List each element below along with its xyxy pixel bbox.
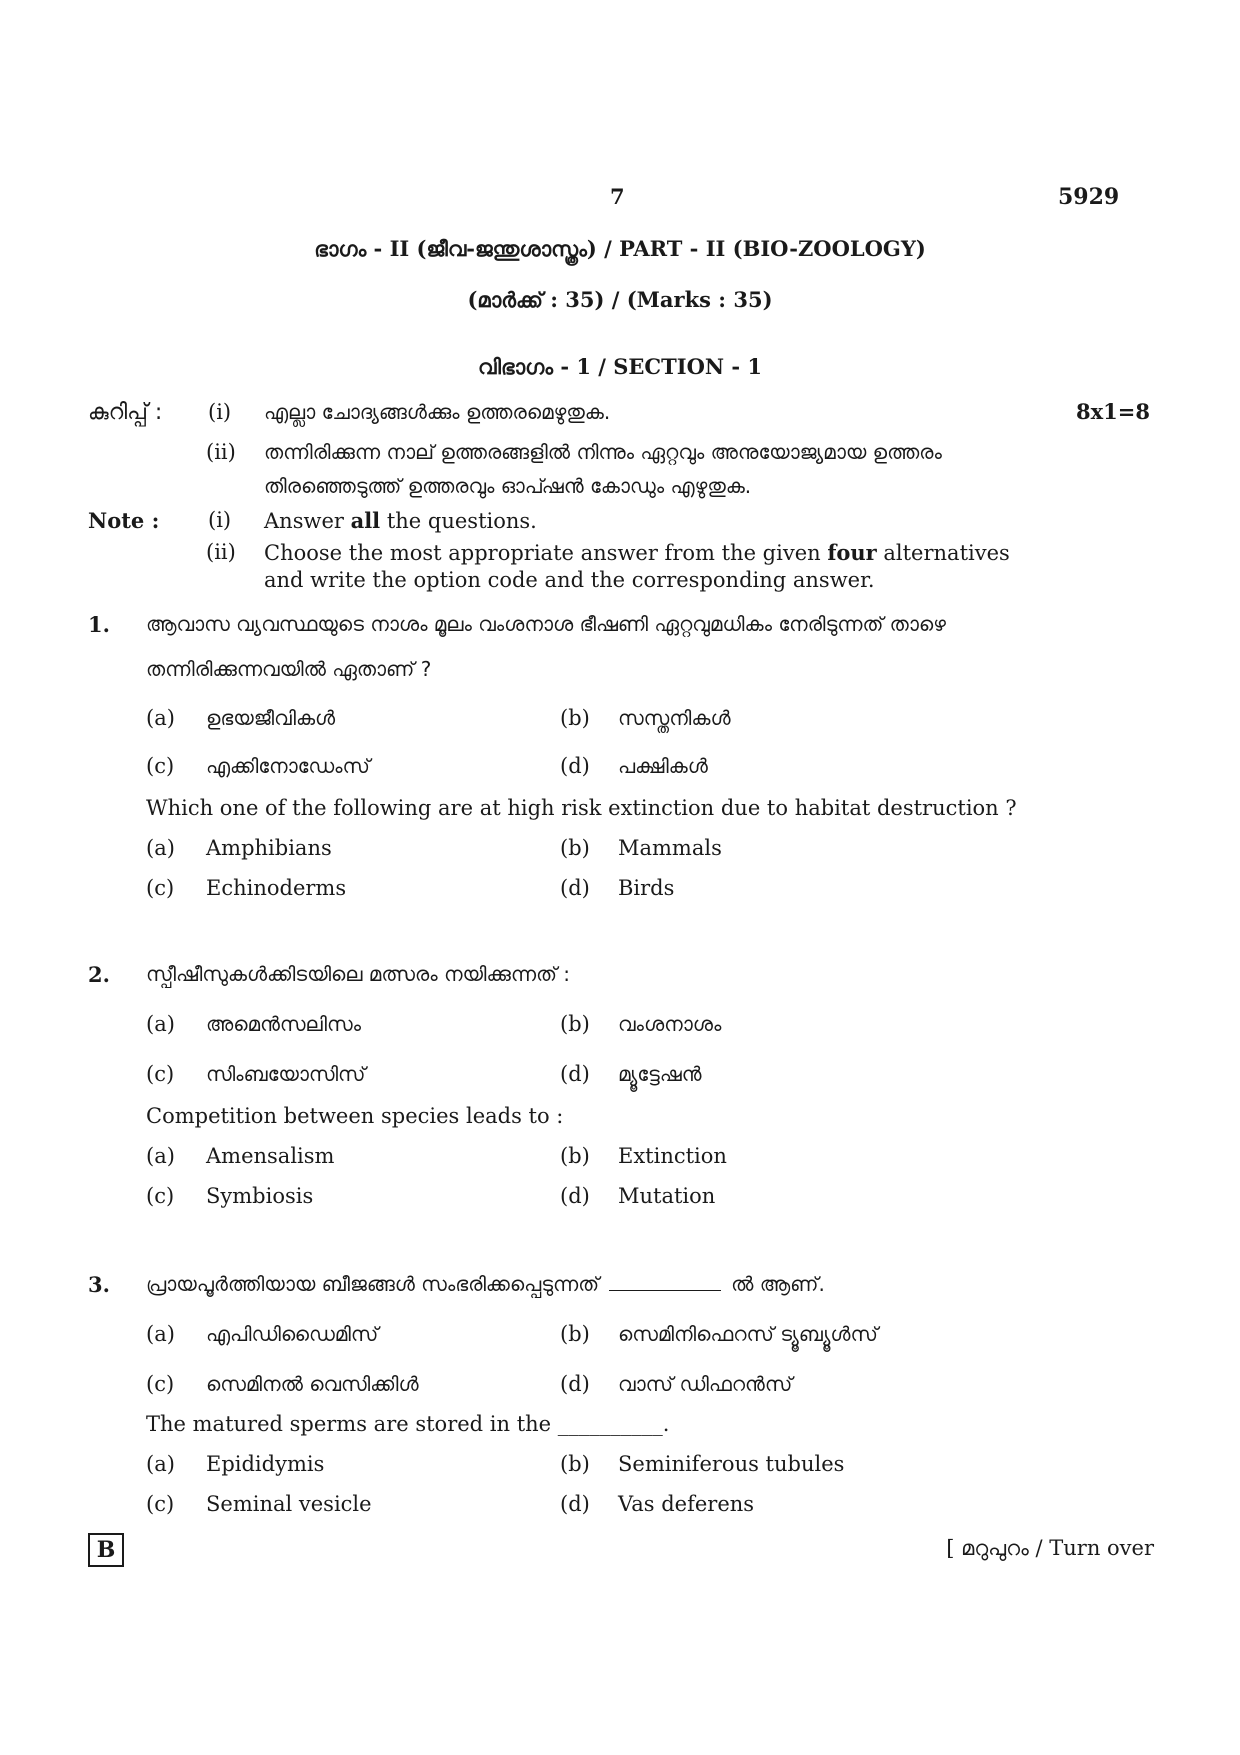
option-text-en: Birds [618, 876, 675, 900]
option-code: (c) [146, 876, 175, 900]
question-text-ml: സ്പീഷീസുകൾക്കിടയിലെ മത്സരം നയിക്കുന്നത് : [146, 962, 571, 986]
option-text-en: Amensalism [206, 1144, 335, 1168]
page-number: 7 [610, 184, 625, 209]
option-code: (d) [560, 1062, 590, 1086]
option-text-ml: അമെൻസലിസം [206, 1012, 362, 1036]
option-text-ml: എക്കിനോഡേംസ് [206, 754, 370, 778]
option-code: (d) [560, 1372, 590, 1396]
ml-note-num-1: (i) [208, 400, 232, 424]
option-text-ml: വംശനാശം [618, 1012, 722, 1036]
option-code: (a) [146, 1322, 175, 1346]
note-num-2: (ii) [206, 540, 236, 564]
option-code: (a) [146, 706, 175, 730]
option-text-ml: സസ്തനികൾ [618, 706, 731, 730]
option-text-en: Epididymis [206, 1452, 325, 1476]
option-text-en: Echinoderms [206, 876, 347, 900]
question-text-ml: തന്നിരിക്കുന്നവയിൽ ഏതാണ് ? [146, 657, 432, 681]
option-code: (d) [560, 1492, 590, 1516]
note-text-2b: and write the option code and the corresponding answer. [264, 568, 875, 592]
option-text-en: Vas deferens [618, 1492, 755, 1516]
question-text-ml: ആവാസ വ്യവസ്ഥയുടെ നാശം മൂലം വംശനാശ ഭീഷണി ഏറ്റവുമധികം നേരിടുന്നത് താഴെ [146, 612, 946, 636]
question-text-en: The matured sperms are stored in the __________. [146, 1412, 670, 1436]
option-code: (c) [146, 1184, 175, 1208]
answer-blank [609, 1274, 721, 1291]
option-code: (b) [560, 1322, 590, 1346]
paper-code: 5929 [1058, 184, 1120, 210]
option-code: (c) [146, 1372, 175, 1396]
option-code: (a) [146, 1144, 175, 1168]
option-code: (d) [560, 1184, 590, 1208]
question-text-ml: പ്രായപൂർത്തിയായ ബീജങ്ങൾ സംഭരിക്കപ്പെടുന്നത് ൽ ആണ്. [146, 1272, 825, 1296]
option-text-ml: സെമിനിഫെറസ് ട്യൂബ്യൂൾസ് [618, 1322, 878, 1346]
part-title: ഭാഗം - II (ജീവ-ജന്തുശാസ്ത്രം) / PART - II (BIO-ZOOLOGY) [314, 236, 926, 261]
option-code: (b) [560, 706, 590, 730]
option-code: (c) [146, 1492, 175, 1516]
note-text-2a: Choose the most appropriate answer from the given four alternatives [264, 540, 1010, 565]
option-text-ml: ഉഭയജീവികൾ [206, 706, 336, 730]
option-text-ml: പക്ഷികൾ [618, 754, 708, 778]
marks-line: (മാർക്ക് : 35) / (Marks : 35) [467, 287, 773, 312]
option-code: (c) [146, 1062, 175, 1086]
question-text-en: Which one of the following are at high risk extinction due to habitat destruction ? [146, 796, 1017, 820]
option-code: (b) [560, 836, 590, 860]
option-text-en: Amphibians [206, 836, 332, 860]
turn-over: [ മറുപുറം / Turn over [946, 1536, 1154, 1560]
option-code: (d) [560, 754, 590, 778]
option-code: (b) [560, 1144, 590, 1168]
option-code: (a) [146, 836, 175, 860]
option-code: (d) [560, 876, 590, 900]
section-marks: 8x1=8 [1076, 399, 1150, 424]
option-text-en: Extinction [618, 1144, 727, 1168]
question-text-en: Competition between species leads to : [146, 1104, 564, 1128]
option-code: (c) [146, 754, 175, 778]
note-text-1: Answer all the questions. [264, 508, 537, 533]
section-heading: വിഭാഗം - 1 / SECTION - 1 [477, 354, 763, 379]
question-number: 3. [88, 1272, 110, 1297]
option-text-ml: സിംബയോസിസ് [206, 1062, 366, 1086]
option-text-en: Symbiosis [206, 1184, 314, 1208]
option-text-ml: എപിഡിഡൈമിസ് [206, 1322, 379, 1346]
option-code: (b) [560, 1012, 590, 1036]
option-code: (a) [146, 1012, 175, 1036]
option-text-ml: വാസ് ഡിഫറൻസ് [618, 1372, 793, 1396]
version-box: B [88, 1533, 124, 1567]
ml-note-text-2b: തിരഞ്ഞെടുത്ത് ഉത്തരവും ഓപ്ഷൻ കോഡും എഴുതുക. [264, 474, 752, 498]
note-num-1: (i) [208, 508, 232, 532]
option-text-ml: സെമിനൽ വെസിക്കിൾ [206, 1372, 419, 1396]
ml-note-label: കുറിപ്പ് : [88, 400, 163, 425]
ml-note-text-1: എല്ലാ ചോദ്യങ്ങൾക്കും ഉത്തരമെഴുതുക. [264, 400, 611, 424]
option-code: (b) [560, 1452, 590, 1476]
question-number: 2. [88, 962, 110, 987]
ml-note-num-2: (ii) [206, 440, 236, 464]
option-text-en: Mutation [618, 1184, 716, 1208]
ml-note-text-2a: തന്നിരിക്കുന്ന നാല് ഉത്തരങ്ങളിൽ നിന്നും ഏറ്റവും അനുയോജ്യമായ ഉത്തരം [264, 440, 942, 464]
note-label: Note : [88, 508, 160, 533]
option-text-en: Seminiferous tubules [618, 1452, 845, 1476]
option-text-en: Mammals [618, 836, 722, 860]
option-code: (a) [146, 1452, 175, 1476]
option-text-ml: മ്യൂട്ടേഷൻ [618, 1062, 702, 1086]
option-text-en: Seminal vesicle [206, 1492, 372, 1516]
question-number: 1. [88, 612, 110, 637]
